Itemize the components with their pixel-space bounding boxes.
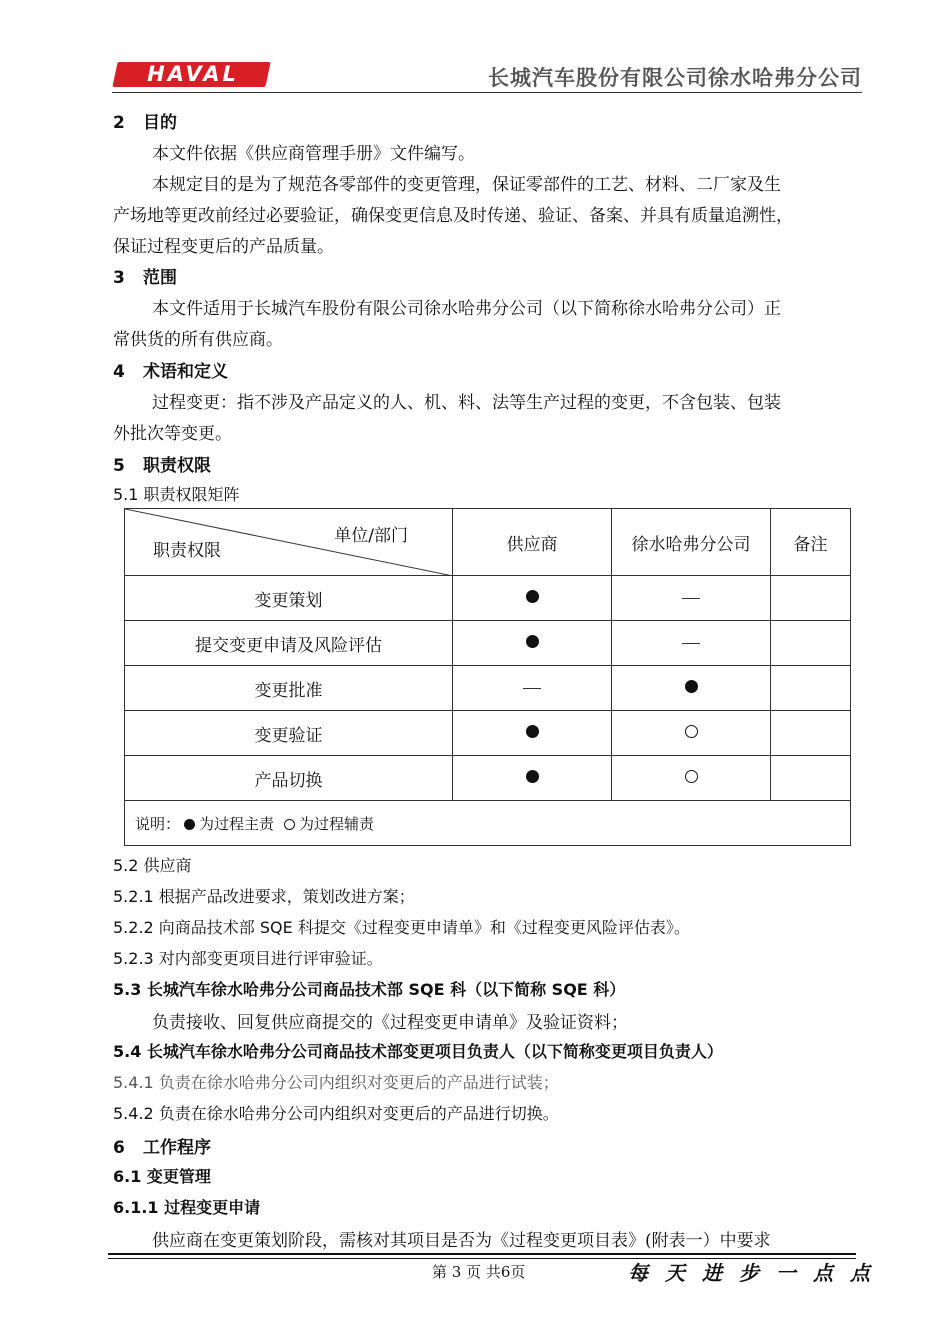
header-rule bbox=[112, 92, 862, 93]
matrix-header-row bbox=[125, 509, 851, 576]
subsection-5-3: 5.3 长城汽车徐水哈弗分公司商品技术部 SQE 科（以下简称 SQE 科） bbox=[113, 980, 626, 999]
paragraph: 本文件依据《供应商管理手册》文件编写。 bbox=[152, 144, 475, 164]
company-cell bbox=[612, 711, 771, 756]
remark-cell bbox=[771, 711, 851, 756]
subsection-6-1: 6.1 变更管理 bbox=[113, 1167, 211, 1186]
table-row bbox=[125, 711, 851, 756]
paragraph: 本规定目的是为了规范各零部件的变更管理，保证零部件的工艺、材料、二厂家及生 bbox=[152, 175, 781, 195]
column-header: 备注 bbox=[771, 509, 851, 576]
haval-logo-text: HAVAL bbox=[147, 62, 239, 86]
page-number: 第 3 页 共6页 bbox=[432, 1263, 526, 1281]
legend-note bbox=[125, 801, 851, 846]
column-header: 徐水哈弗分公司 bbox=[612, 509, 771, 576]
table-row bbox=[125, 576, 851, 621]
supplier-cell bbox=[453, 621, 612, 666]
table-row bbox=[125, 666, 851, 711]
company-cell bbox=[612, 576, 771, 621]
hollow-circle-icon bbox=[284, 819, 295, 830]
supplier-cell bbox=[453, 711, 612, 756]
company-cell bbox=[612, 621, 771, 666]
row-label: 变更验证 bbox=[125, 711, 453, 756]
paragraph: 外批次等变更。 bbox=[113, 424, 232, 444]
section-number: 4 bbox=[113, 362, 125, 382]
filled-circle-icon bbox=[526, 590, 539, 603]
supplier-cell bbox=[453, 576, 612, 621]
section-title: 工作程序 bbox=[143, 1138, 211, 1158]
note-aux: 为过程辅责 bbox=[299, 814, 375, 833]
filled-circle-icon bbox=[526, 635, 539, 648]
dash-icon bbox=[682, 643, 700, 644]
paragraph: 负责接收、回复供应商提交的《过程变更申请单》及验证资料； bbox=[152, 1013, 628, 1033]
corner-bottom-label: 职责权限 bbox=[153, 541, 221, 561]
footer-slogan: 每天进步一点点 bbox=[628, 1261, 887, 1285]
item-5-4-2: 5.4.2 负责在徐水哈弗分公司内组织对变更后的产品进行切换。 bbox=[113, 1104, 559, 1123]
subsection-5-1: 5.1 职责权限矩阵 bbox=[113, 485, 240, 504]
subsection-6-1-1: 6.1.1 过程变更申请 bbox=[113, 1198, 261, 1217]
filled-circle-icon bbox=[526, 725, 539, 738]
item-5-4-1: 5.4.1 负责在徐水哈弗分公司内组织对变更后的产品进行试装； bbox=[113, 1073, 559, 1092]
filled-circle-icon bbox=[685, 680, 698, 693]
paragraph: 常供货的所有供应商。 bbox=[113, 330, 283, 350]
section-title: 职责权限 bbox=[143, 456, 211, 476]
section-5-heading bbox=[113, 451, 211, 476]
row-label: 变更批准 bbox=[125, 666, 453, 711]
dash-icon bbox=[523, 688, 541, 689]
section-title: 术语和定义 bbox=[143, 362, 228, 382]
responsibility-matrix bbox=[124, 508, 851, 846]
paragraph: 本文件适用于长城汽车股份有限公司徐水哈弗分公司（以下简称徐水哈弗分公司）正 bbox=[152, 299, 781, 319]
section-2-heading bbox=[113, 108, 177, 133]
section-3-heading bbox=[113, 263, 177, 288]
section-4-heading bbox=[113, 357, 228, 382]
item-5-2-1: 5.2.1 根据产品改进要求，策划改进方案； bbox=[113, 887, 415, 906]
remark-cell bbox=[771, 576, 851, 621]
remark-cell bbox=[771, 666, 851, 711]
paragraph: 产场地等更改前经过必要验证，确保变更信息及时传递、验证、备案、并具有质量追溯性， bbox=[113, 206, 793, 226]
company-name: 长城汽车股份有限公司徐水哈弗分公司 bbox=[488, 66, 862, 90]
note-main: 为过程主责 bbox=[199, 814, 275, 833]
supplier-cell bbox=[453, 666, 612, 711]
paragraph: 过程变更：指不涉及产品定义的人、机、料、法等生产过程的变更，不含包装、包装 bbox=[152, 393, 781, 413]
section-number: 2 bbox=[113, 113, 125, 133]
remark-cell bbox=[771, 621, 851, 666]
hollow-circle-icon bbox=[685, 725, 698, 738]
section-6-heading bbox=[113, 1133, 211, 1158]
remark-cell bbox=[771, 756, 851, 801]
section-number: 5 bbox=[113, 456, 125, 476]
filled-circle-icon bbox=[526, 770, 539, 783]
item-5-2-3: 5.2.3 对内部变更项目进行评审验证。 bbox=[113, 949, 383, 968]
item-5-2-2: 5.2.2 向商品技术部 SQE 科提交《过程变更申请单》和《过程变更风险评估表》。 bbox=[113, 918, 690, 937]
section-number: 6 bbox=[113, 1138, 125, 1158]
subsection-5-4: 5.4 长城汽车徐水哈弗分公司商品技术部变更项目负责人（以下简称变更项目负责人） bbox=[113, 1042, 723, 1061]
table-row bbox=[125, 621, 851, 666]
paragraph: 保证过程变更后的产品质量。 bbox=[113, 237, 334, 257]
company-cell bbox=[612, 666, 771, 711]
footer-rule bbox=[108, 1253, 856, 1255]
row-label: 变更策划 bbox=[125, 576, 453, 621]
section-title: 目的 bbox=[143, 113, 177, 133]
paragraph: 供应商在变更策划阶段，需核对其项目是否为《过程变更项目表》(附表一）中要求 bbox=[152, 1231, 771, 1251]
dash-icon bbox=[682, 598, 700, 599]
subsection-5-2: 5.2 供应商 bbox=[113, 856, 192, 875]
table-row bbox=[125, 756, 851, 801]
supplier-cell bbox=[453, 756, 612, 801]
matrix-note-row bbox=[125, 801, 851, 846]
hollow-circle-icon bbox=[685, 770, 698, 783]
section-title: 范围 bbox=[143, 268, 177, 288]
matrix-corner-cell bbox=[125, 509, 453, 576]
section-number: 3 bbox=[113, 268, 125, 288]
row-label: 产品切换 bbox=[125, 756, 453, 801]
filled-circle-icon bbox=[184, 819, 195, 830]
note-prefix: 说明： bbox=[135, 814, 181, 833]
column-header: 供应商 bbox=[453, 509, 612, 576]
corner-top-label: 单位/部门 bbox=[334, 526, 408, 546]
company-cell bbox=[612, 756, 771, 801]
row-label: 提交变更申请及风险评估 bbox=[125, 621, 453, 666]
